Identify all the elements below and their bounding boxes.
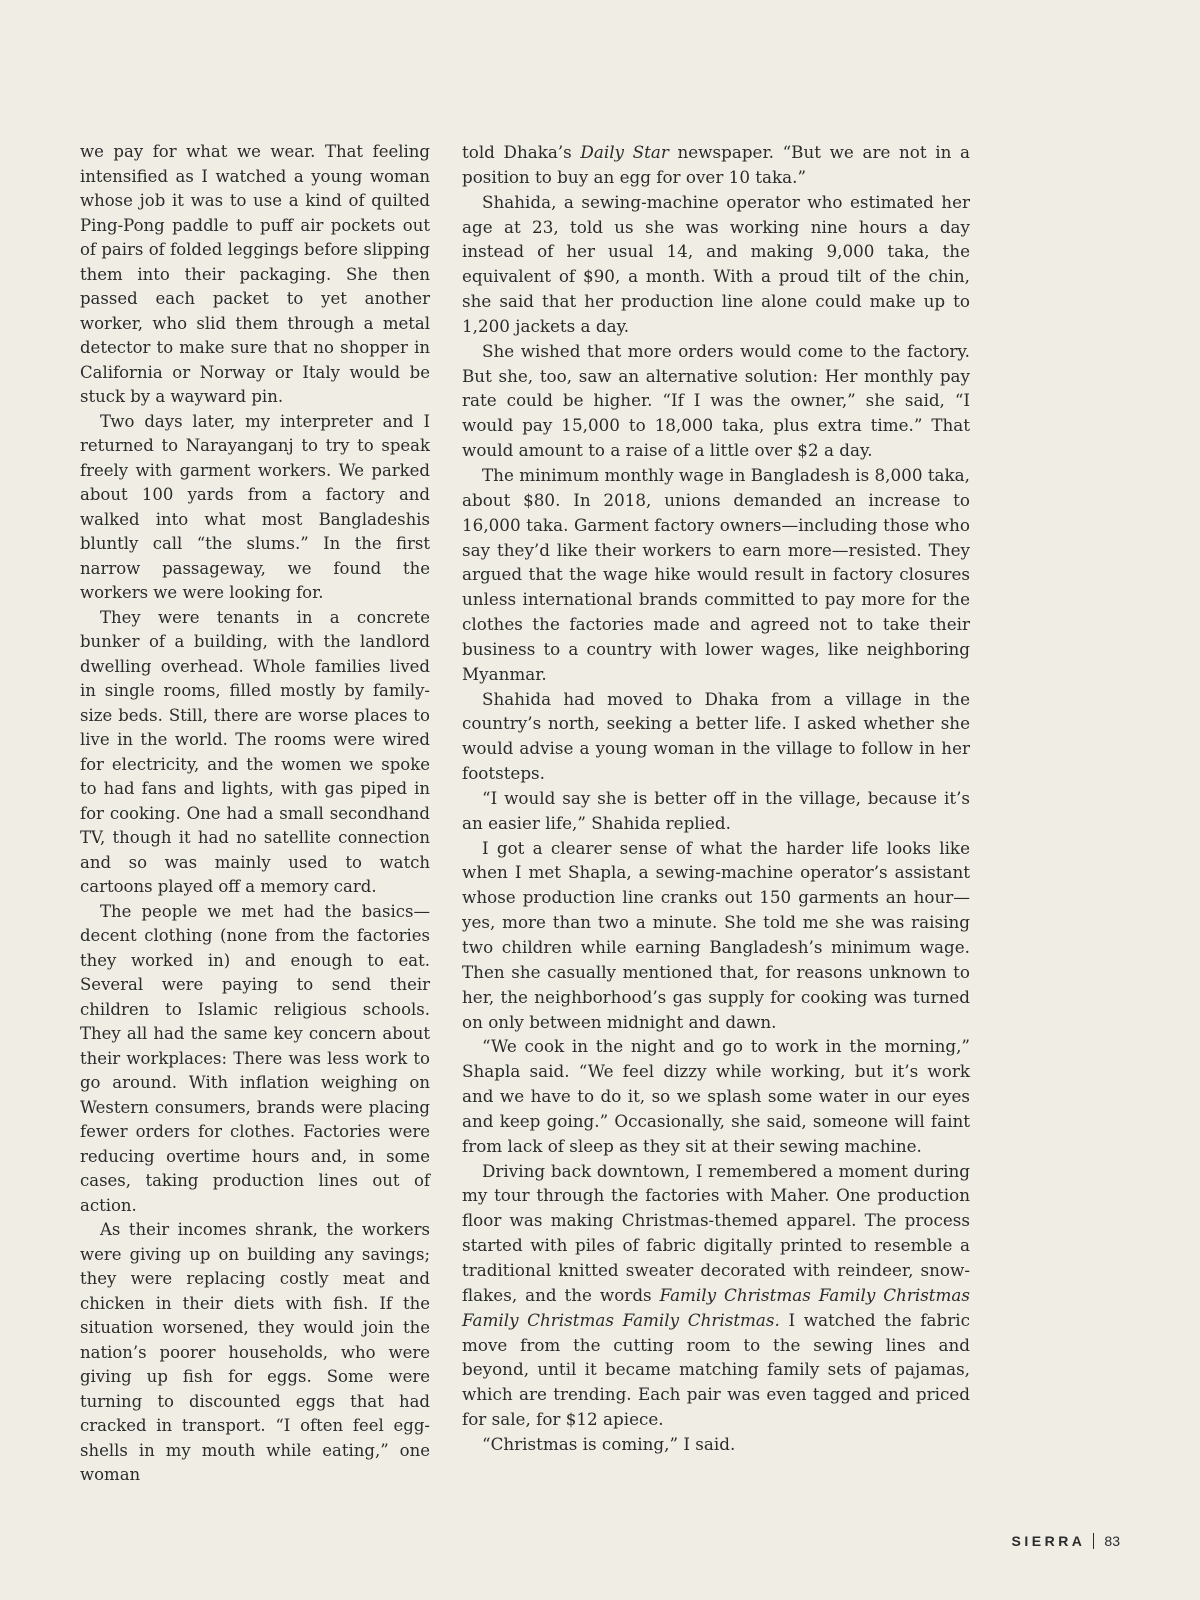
paragraph: “I would say she is better off in the village, because it’s an easier life,” Shahida replied. (462, 787, 970, 833)
paragraph: They were tenants in a concrete bunker of a building, with the landlord dwelling overhead. Whole families lived in single rooms, filled mostly by family-size beds. Still, there are worse places to live in the world. The rooms were wired for electricity, and the women we spoke to had fans and lights, with gas piped in for cooking. One had a small secondhand TV, though it had no satellite connection and so was mainly used to watch cartoons played off a memory card. (80, 607, 430, 896)
paragraph: She wished that more orders would come to the factory. But she, too, saw an alternative solution: Her monthly pay rate could be higher. “If I was the owner,” she said, “I would pay 15,000 to 18,000 taka, plus extra time.” That would amount to a raise of a little over $2 a day. (462, 340, 970, 461)
paragraph: As their incomes shrank, the workers were giving up on building any savings; they were replacing costly meat and chicken in their diets with fish. If the situation worsened, they would join the nation’s poorer households, who were giving up fish for eggs. Some were turning to discounted eggs that had cracked in transport. “I often feel eggshells in my mouth while eating,” one woman (80, 1220, 430, 1484)
paragraph: Shahida had moved to Dhaka from a village in the country’s north, seeking a better life. I asked whether she would advise a young woman in the village to follow in her footsteps. (462, 688, 970, 784)
magazine-name: SIERRA (1011, 1533, 1086, 1549)
paragraph (462, 1159, 970, 1432)
paragraph: The people we met had the basics— decent clothing (none from the factories they worked in) and enough to eat. Several were paying to send their children to Islamic religious schools. They all had the same key concern about their workplaces: There was less work to go around. With inflation weighing on Western consumers, brands were placing fewer orders for clothes. Factories were reducing overtime hours and, in some cases, taking production lines out of action. (80, 901, 430, 1215)
paragraph: Shahida, a sewing-machine operator who estimated her age at 23, told us she was working nine hours a day instead of her usual 14, and making 9,000 taka, the equivalent of $90, a month. With a proud tilt of the chin, she said that her production line alone could make up to 1,200 jackets a day. (462, 191, 970, 336)
text-run: told Dhaka’s (462, 142, 581, 162)
footer-divider (1093, 1533, 1094, 1549)
page-footer (1012, 1533, 1120, 1549)
paragraph: The minimum monthly wage in Bangladesh is 8,000 taka, about $80. In 2018, unions demanded an increase to 16,000 taka. Garment factory owners—including those who say they’d like their workers to earn more—resisted. They argued that the wage hike would result in factory closures unless international brands committed to pay more for the clothes the factories made and agreed not to take their business to a country with lower wages, like neighboring Myanmar. (462, 464, 970, 684)
paragraph: “Christmas is coming,” I said. (482, 1433, 736, 1454)
left-column (80, 140, 430, 1488)
right-column (462, 140, 970, 1457)
publication-name: Daily Star (580, 142, 669, 162)
italic-phrase: Family Christmas Family Christmas Family Christmas Family Christmas. (462, 1284, 970, 1330)
text-run: I watched the fabric move from the cutting room to the sewing lines and beyond, until it became matching family sets of pajamas, which are trending. Each pair was even tagged and priced for sale, for $12 apiece. (462, 1309, 970, 1430)
paragraph: I got a clearer sense of what the harder life looks like when I met Shapla, a sewing-machine operator’s assistant whose production line cranks out 150 garments an hour—yes, more than two a minute. She told me she was raising two children while earning Bangladesh’s minimum wage. Then she casually mentioned that, for reasons unknown to her, the neighborhood’s gas supply for cooking was turned on only between midnight and dawn. (462, 837, 970, 1032)
page-number: 83 (1104, 1533, 1120, 1549)
paragraph: we pay for what we wear. That feeling intensified as I watched a young woman whose job it was to use a kind of quilted Ping-Pong paddle to puff air pockets out of pairs of folded leggings before slipping them into their packaging. She then passed each packet to yet another worker, who slid them through a metal detector to make sure that no shopper in California or Norway or Italy would be stuck by a wayward pin. (80, 142, 430, 406)
paragraph (462, 140, 970, 190)
paragraph: “We cook in the night and go to work in the morning,” Shapla said. “We feel dizzy while working, but it’s work and we have to do it, so we splash some water in our eyes and keep going.” Occasionally, she said, someone will faint from lack of sleep as they sit at their sewing machine. (462, 1036, 970, 1156)
text-run: Driving back downtown, I remembered a moment during my tour through the factories with Maher. One production floor was making Christmas-themed apparel. The process started with piles of fabric digitally printed to resemble a traditional knitted sweater decorated with reindeer, snowflakes, and the words (462, 1160, 970, 1305)
text-run: newspaper. “But we are not in a position to buy an egg for over 10 taka.” (462, 142, 970, 187)
paragraph: Two days later, my interpreter and I returned to Narayanganj to try to speak freely with garment workers. We parked about 100 yards from a factory and walked into what most Bangladeshis bluntly call “the slums.” In the first narrow passageway, we found the workers we were looking for. (80, 411, 430, 602)
